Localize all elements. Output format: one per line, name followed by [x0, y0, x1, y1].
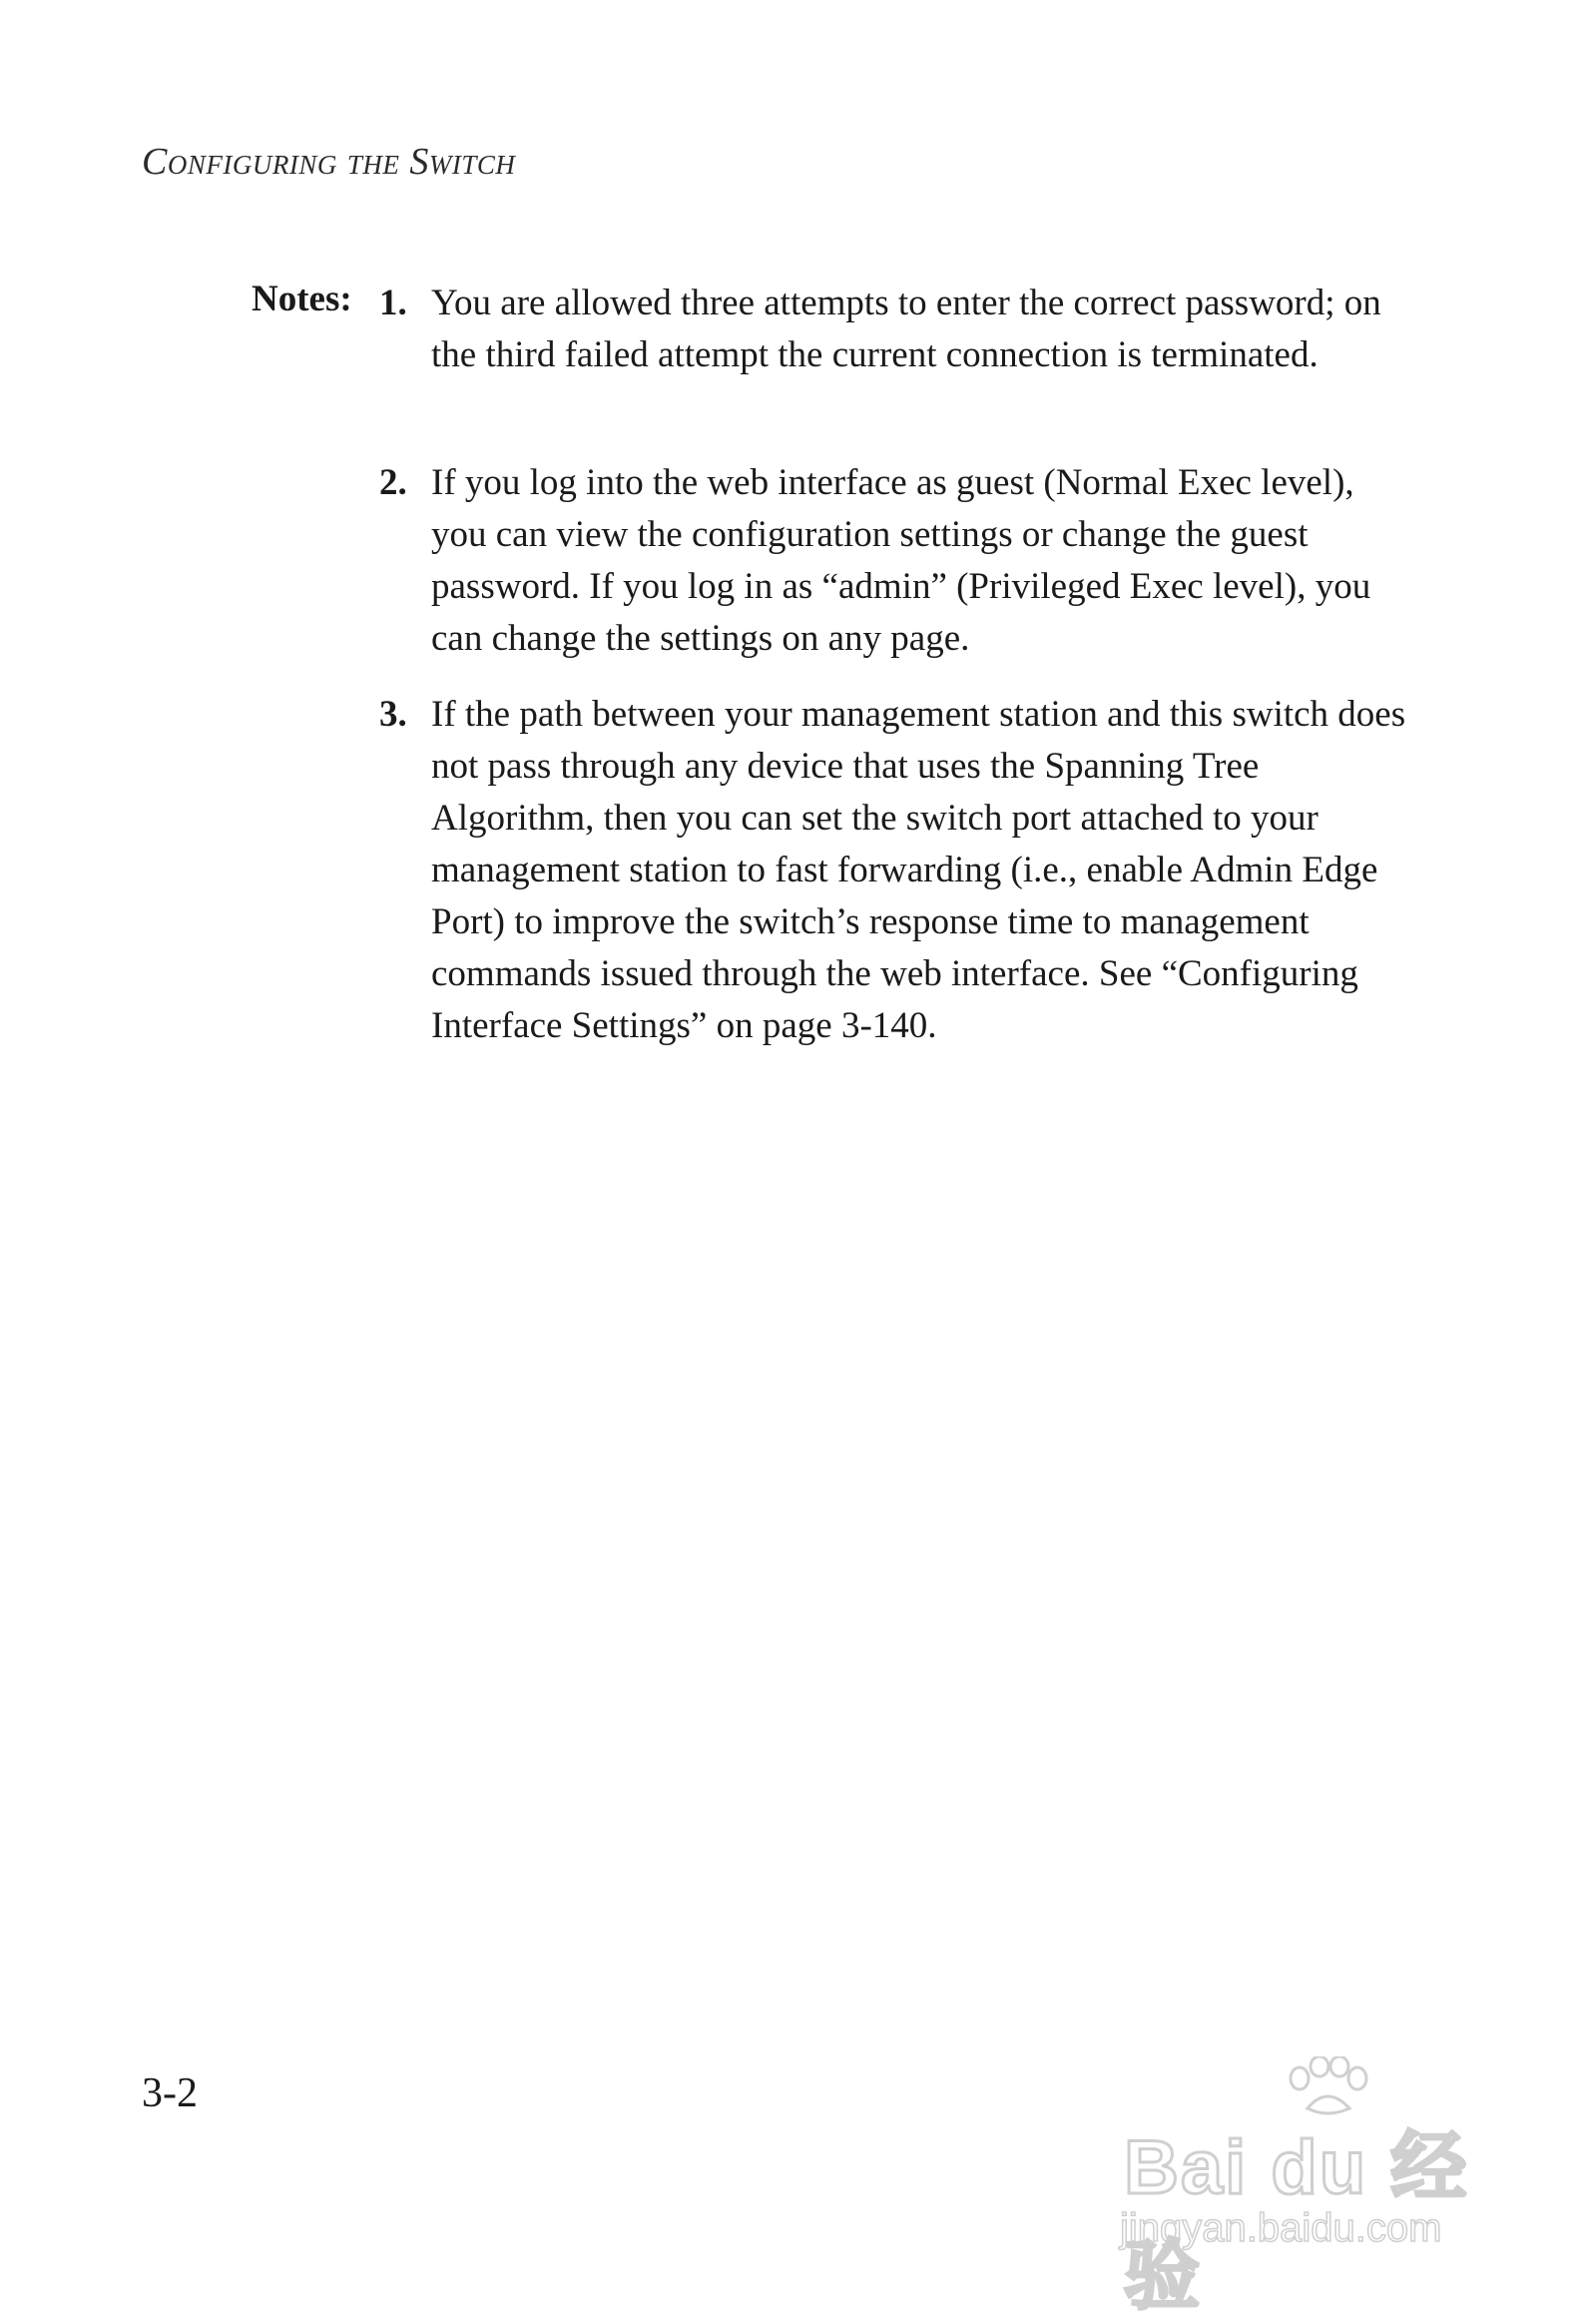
note-number: 1. — [379, 283, 407, 323]
baidu-watermark — [1108, 2056, 1507, 2319]
note-item-3 — [379, 689, 1412, 1052]
note-number: 3. — [379, 694, 407, 735]
notes-label: Notes: — [252, 279, 352, 319]
note-text: If you log into the web interface as guest (Normal Exec level), you can view the configuration settings or change the guest password. If you log in as “admin” (Privileged Exec level), you can change the settings on any page. — [431, 462, 1371, 659]
watermark-url: jingyan.baidu.com — [1120, 2206, 1442, 2250]
page-number: 3-2 — [142, 2070, 198, 2116]
note-number: 2. — [379, 462, 407, 503]
note-item-2 — [379, 457, 1412, 665]
watermark-logo: Bai du 经验 — [1124, 2125, 1469, 2319]
note-text: If the path between your management station and this switch does not pass through any device that uses the Spanning Tree Algorithm, then you can set the switch port attached to your management station to fast forwarding (i.e., enable Admin Edge Port) to improve the switch’s response time to management commands issued through the web interface. See “Configuring Interface Settings” on page 3-140. — [431, 694, 1406, 1046]
note-text: You are allowed three attempts to enter the correct password; on the third failed attempt the current connection is terminated. — [431, 283, 1381, 375]
note-item-1 — [379, 278, 1412, 381]
running-header: Configuring the Switch — [142, 141, 516, 183]
